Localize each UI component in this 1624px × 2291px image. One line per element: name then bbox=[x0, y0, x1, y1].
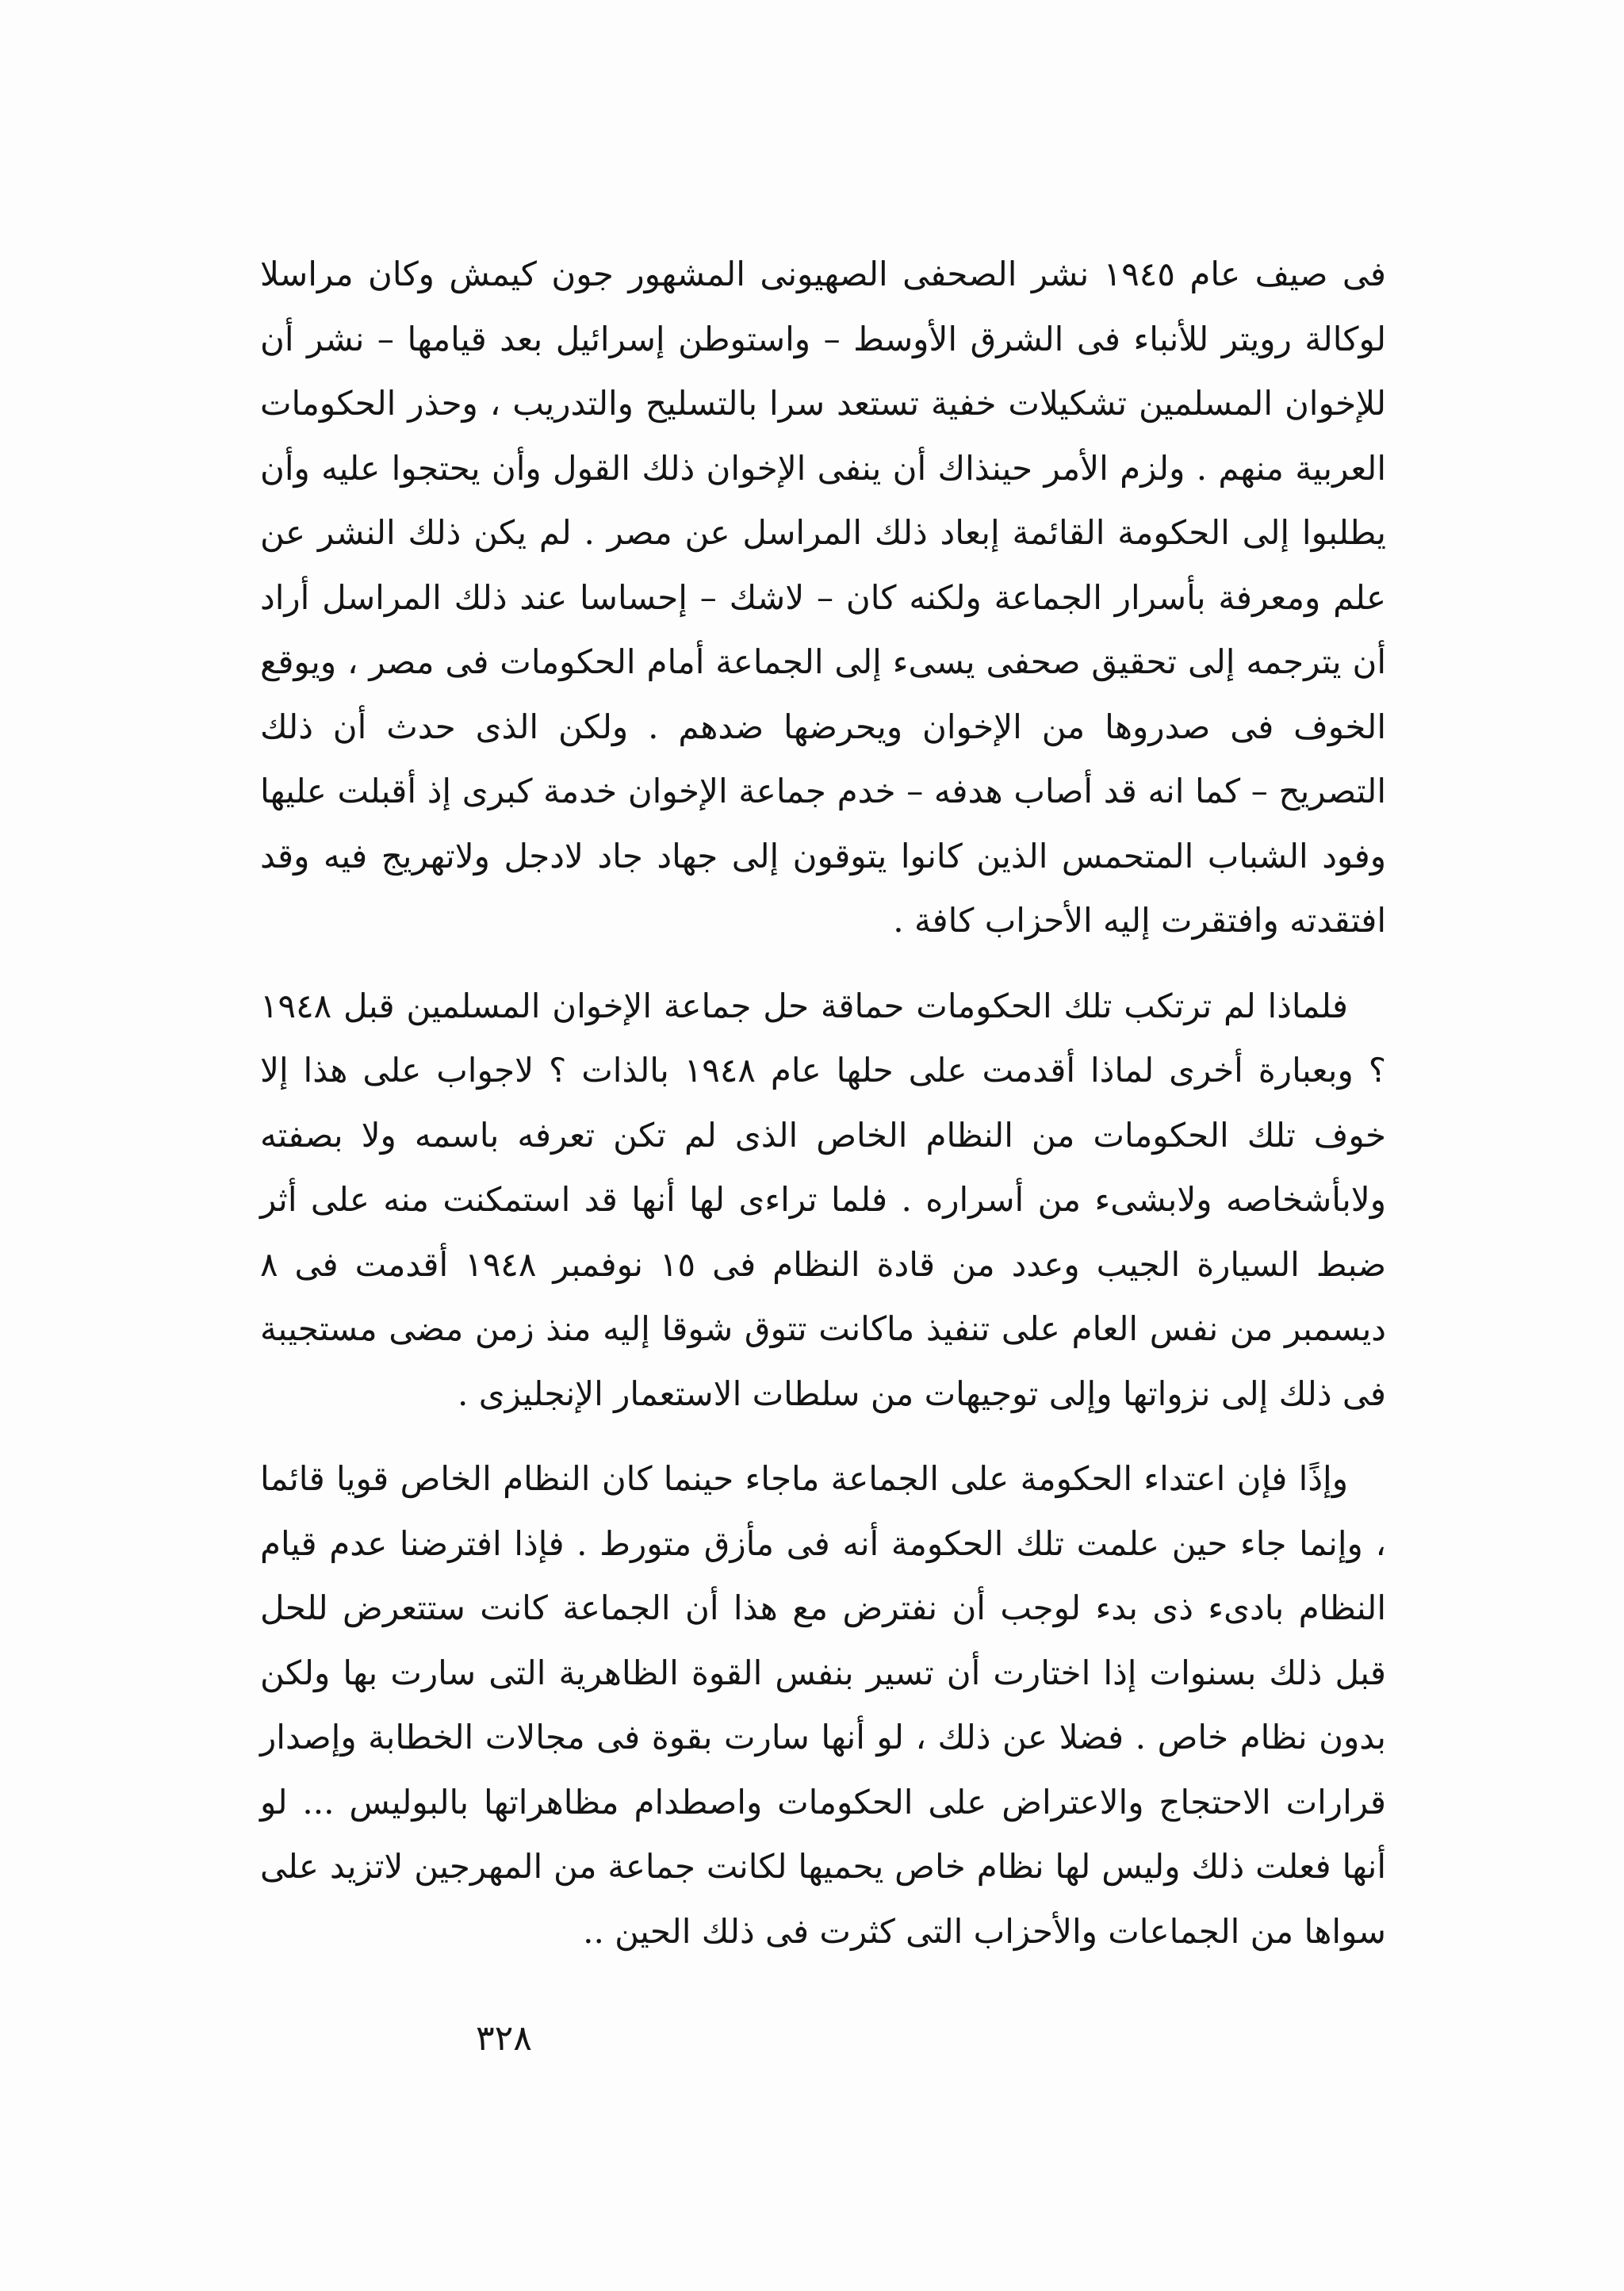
paragraph-2: فلماذا لم ترتكب تلك الحكومات حماقة حل جماعة الإخوان المسلمين قبل ١٩٤٨ ؟ وبعبارة أخرى لماذا أقدمت على حلها عام ١٩٤٨ بالذات ؟ لاجواب على هذا إلا خوف تلك الحكومات من النظام الخاص الذى لم تكن تعرفه باسمه ولا بصفته ولابأشخاصه ولابشىء من أسراره . فلما تراءى لها أنها قد استمكنت منه على أثر ضبط السيارة الجيب وعدد من قادة النظام فى ١٥ نوفمبر ١٩٤٨ أقدمت فى ٨ ديسمبر من نفس العام على تنفيذ ماكانت تتوق شوقا إليه منذ زمن مضى مستجيبة فى ذلك إلى نزواتها وإلى توجيهات من سلطات الاستعمار الإنجليزى . bbox=[260, 986, 1387, 1413]
body-text bbox=[260, 242, 1386, 1963]
page-number: ٣٢٨ bbox=[476, 2018, 532, 2059]
paragraph-1: فى صيف عام ١٩٤٥ نشر الصحفى الصهيونى المشهور جون كيمش وكان مراسلا لوكالة رويتر للأنباء فى الشرق الأوسط – واستوطن إسرائيل بعد قيامها – نشر أن للإخوان المسلمين تشكيلات خفية تستعد سرا بالتسليح والتدريب ، وحذر الحكومات العربية منهم . ولزم الأمر حينذاك أن ينفى الإخوان ذلك القول وأن يحتجوا عليه وأن يطلبوا إلى الحكومة القائمة إبعاد ذلك المراسل عن مصر . لم يكن ذلك النشر عن علم ومعرفة بأسرار الجماعة ولكنه كان – لاشك – إحساسا عند ذلك المراسل أراد أن يترجمه إلى تحقيق صحفى يسىء إلى الجماعة أمام الحكومات فى مصر ، ويوقع الخوف فى صدروها من الإخوان ويحرضها ضدهم . ولكن الذى حدث أن ذلك التصريح – كما انه قد أصاب هدفه – خدم جماعة الإخوان خدمة كبرى إذ أقبلت عليها وفود الشباب المتحمس الذين كانوا يتوقون إلى جهاد جاد لادجل ولاتهريج فيه وقد افتقدته وافتقرت إليه الأحزاب كافة . bbox=[260, 255, 1387, 940]
paragraph-3: وإذًا فإن اعتداء الحكومة على الجماعة ماجاء حينما كان النظام الخاص قويا قائما ، وإنما جاء حين علمت تلك الحكومة أنه فى مأزق متورط . فإذا افترضنا عدم قيام النظام بادىء ذى بدء لوجب أن نفترض مع هذا أن الجماعة كانت ستتعرض للحل قبل ذلك بسنوات إذا اختارت أن تسير بنفس القوة الظاهرية التى سارت بها ولكن بدون نظام خاص . فضلا عن ذلك ، لو أنها سارت بقوة فى مجالات الخطابة وإصدار قرارات الاحتجاج والاعتراض على الحكومات واصطدام مظاهراتها بالبوليس ... لو أنها فعلت ذلك وليس لها نظام خاص يحميها لكانت جماعة من المهرجين لاتزيد على سواها من الجماعات والأحزاب التى كثرت فى ذلك الحين .. bbox=[260, 1459, 1386, 1951]
